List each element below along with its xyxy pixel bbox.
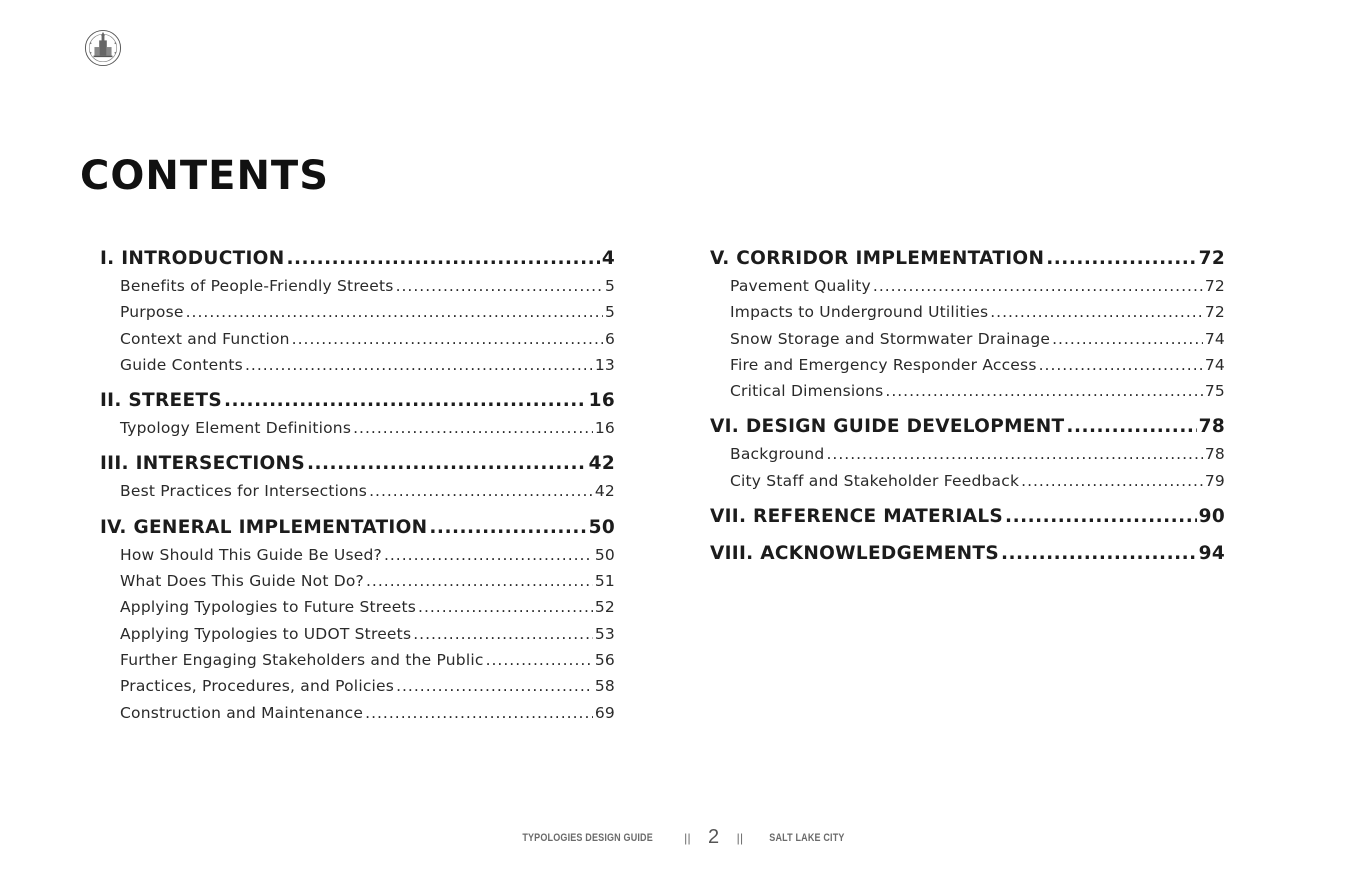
toc-item[interactable]: How Should This Guide Be Used? ..... 50 [100, 542, 615, 568]
toc-heading-intersections[interactable]: III. INTERSECTIONS ..... 42 [100, 449, 615, 478]
toc-item[interactable]: Context and Function ..... 6 [100, 326, 615, 352]
toc-heading-corridor-implementation[interactable]: V. CORRIDOR IMPLEMENTATION ..... 72 [710, 244, 1225, 273]
toc-heading-general-implementation[interactable]: IV. GENERAL IMPLEMENTATION ..... 50 [100, 513, 615, 542]
toc-item[interactable]: Impacts to Underground Utilities ..... 72 [710, 299, 1225, 325]
toc-item[interactable]: City Staff and Stakeholder Feedback ..... 79 [710, 468, 1225, 494]
toc-section [710, 539, 1225, 568]
toc-section [100, 386, 615, 441]
toc-item[interactable]: Fire and Emergency Responder Access ..... 74 [710, 352, 1225, 378]
toc-heading-reference-materials[interactable]: VII. REFERENCE MATERIALS ..... 90 [710, 502, 1225, 531]
toc-section [100, 244, 615, 378]
toc-section [100, 513, 615, 726]
city-seal-icon [84, 29, 122, 67]
toc-section [710, 244, 1225, 404]
toc-item[interactable]: Critical Dimensions ..... 75 [710, 378, 1225, 404]
toc-heading-acknowledgements[interactable]: VIII. ACKNOWLEDGEMENTS ..... 94 [710, 539, 1225, 568]
toc-item[interactable]: What Does This Guide Not Do? ..... 51 [100, 568, 615, 594]
footer-separator: || [736, 830, 744, 845]
page-title: CONTENTS [80, 153, 330, 199]
toc-item[interactable]: Further Engaging Stakeholders and the Public ..... 56 [100, 647, 615, 673]
footer-separator: || [684, 830, 691, 845]
toc-section [710, 502, 1225, 531]
toc-heading-design-guide-development[interactable]: VI. DESIGN GUIDE DEVELOPMENT ..... 78 [710, 412, 1225, 441]
toc-item[interactable]: Background ..... 78 [710, 441, 1225, 467]
footer-page-number: 2 [708, 826, 720, 848]
toc-item[interactable]: Benefits of People-Friendly Streets ..... 5 [100, 273, 615, 299]
toc-item[interactable]: Practices, Procedures, and Policies ..... 58 [100, 673, 615, 699]
footer-guide-name: TYPOLOGIES DESIGN GUIDE [521, 831, 653, 844]
toc-right-column [710, 244, 1225, 576]
toc-item[interactable]: Guide Contents ..... 13 [100, 352, 615, 378]
page-footer [0, 826, 1360, 849]
toc-item[interactable]: Pavement Quality ..... 72 [710, 273, 1225, 299]
toc-item[interactable]: Snow Storage and Stormwater Drainage ..... 74 [710, 326, 1225, 352]
toc-heading-introduction[interactable]: I. INTRODUCTION ..... 4 [100, 244, 615, 273]
toc-item[interactable]: Purpose ..... 5 [100, 299, 615, 325]
toc-heading-streets[interactable]: II. STREETS ..... 16 [100, 386, 615, 415]
toc-left-column [100, 244, 615, 734]
toc-item[interactable]: Typology Element Definitions ..... 16 [100, 415, 615, 441]
toc-item[interactable]: Applying Typologies to UDOT Streets ..... 53 [100, 621, 615, 647]
toc-item[interactable]: Construction and Maintenance ..... 69 [100, 700, 615, 726]
toc-item[interactable]: Best Practices for Intersections ..... 42 [100, 478, 615, 504]
toc-section [710, 412, 1225, 494]
toc-section [100, 449, 615, 504]
footer-city-name: SALT LAKE CITY [768, 831, 845, 844]
toc-item[interactable]: Applying Typologies to Future Streets ..... 52 [100, 594, 615, 620]
